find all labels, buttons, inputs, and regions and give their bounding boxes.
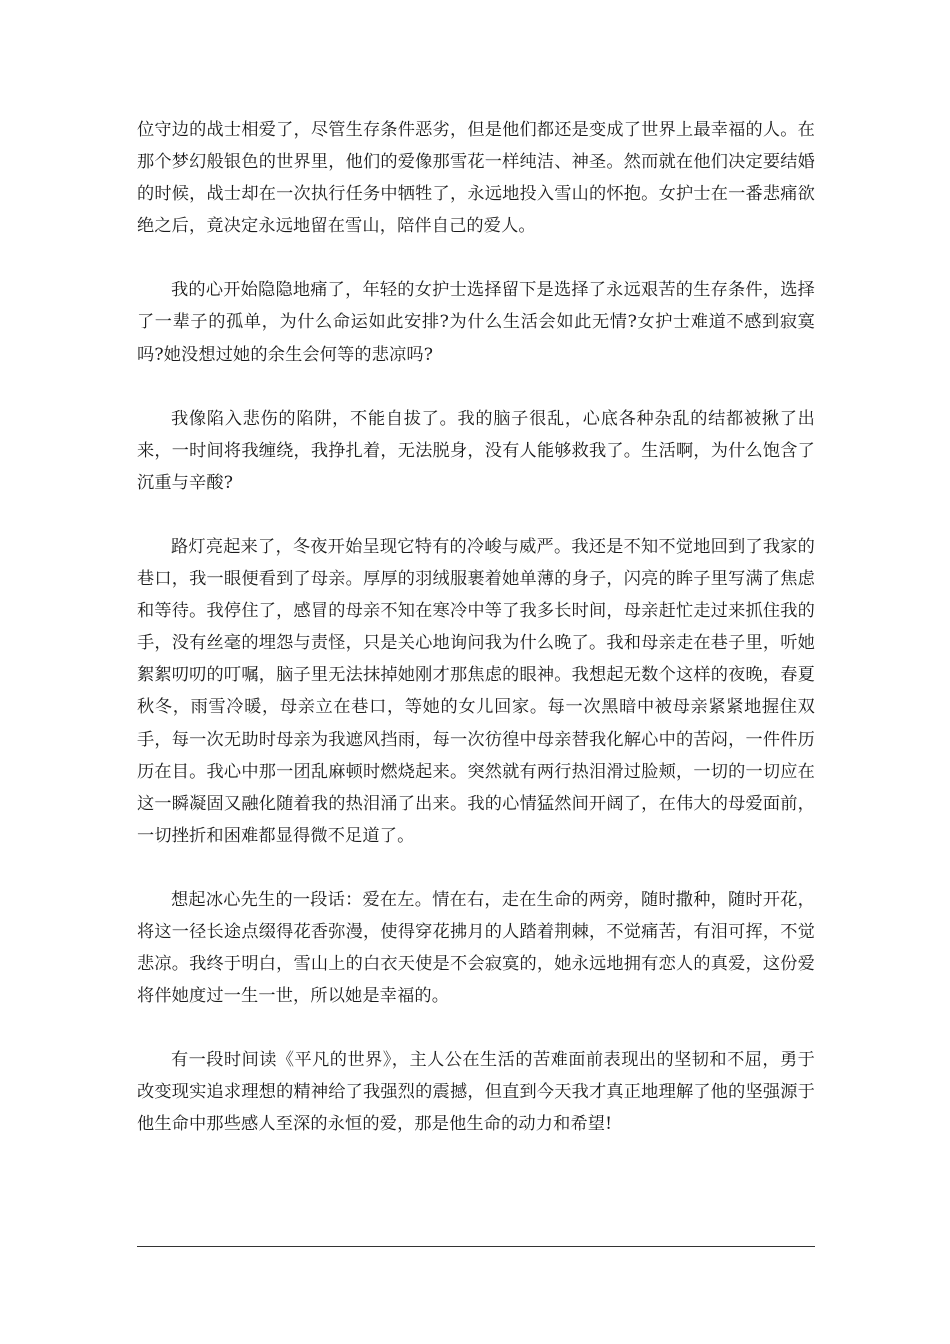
paragraph-heartache: 我的心开始隐隐地痛了，年轻的女护士选择留下是选择了永远艰苦的生存条件，选择了一辈子的孤单，为什么命运如此安排?为什么生活会如此无情?女护士难道不感到寂寞吗?她没想过她的余生会何等的悲凉吗?	[137, 280, 815, 365]
paragraph-ordinary-world: 有一段时间读《平凡的世界》，主人公在生活的苦难面前表现出的坚韧和不屈，勇于改变现实追求理想的精神给了我强烈的震撼，但直到今天我才真正地理解了他的坚强源于他生命中那些感人至深的永恒的爱，那是他生命的动力和希望!	[137, 1050, 815, 1135]
paragraph-mother: 路灯亮起来了，冬夜开始呈现它特有的冷峻与威严。我还是不知不觉地回到了我家的巷口，我一眼便看到了母亲。厚厚的羽绒服裹着她单薄的身子，闪亮的眸子里写满了焦虑和等待。我停住了，感冒的母亲不知在寒冷中等了我多长时间，母亲赶忙走过来抓住我的手，没有丝毫的埋怨与责怪，只是关心地询问我为什么晚了。我和母亲走在巷子里，听她絮絮叨叨的叮嘱，脑子里无法抹掉她刚才那焦虑的眼神。我想起无数个这样的夜晚，春夏秋冬，雨雪冷暖，母亲立在巷口，等她的女儿回家。每一次黑暗中被母亲紧紧地握住双手，每一次无助时母亲为我遮风挡雨，每一次彷徨中母亲替我化解心中的苦闷，一件件历历在目。我心中那一团乱麻顿时燃烧起来。突然就有两行热泪滑过脸颊，一切的一切应在这一瞬凝固又融化随着我的热泪涌了出来。我的心情猛然间开阔了，在伟大的母爱面前，一切挫折和困难都显得微不足道了。	[137, 536, 815, 846]
paragraph-sadness-trap: 我像陷入悲伤的陷阱，不能自拔了。我的脑子很乱，心底各种杂乱的结都被揪了出来，一时间将我缠绕，我挣扎着，无法脱身，没有人能够救我了。生活啊，为什么饱含了沉重与辛酸?	[137, 408, 815, 493]
paragraph-bingxin-quote: 想起冰心先生的一段话：爱在左。情在右，走在生命的两旁，随时撒种，随时开花，将这一径长途点缀得花香弥漫，使得穿花拂月的人踏着荆棘，不觉痛苦，有泪可挥，不觉悲凉。我终于明白，雪山上的白衣天使是不会寂寞的，她永远地拥有恋人的真爱，这份爱将伴她度过一生一世，所以她是幸福的。	[137, 889, 815, 1007]
footer-divider	[137, 1246, 815, 1247]
paragraph-continuation: 位守边的战士相爱了，尽管生存条件恶劣，但是他们都还是变成了世界上最幸福的人。在那个梦幻般银色的世界里，他们的爱像那雪花一样纯洁、神圣。然而就在他们决定要结婚的时候，战士却在一次执行任务中牺牲了，永远地投入雪山的怀抱。女护士在一番悲痛欲绝之后，竟决定永远地留在雪山，陪伴自己的爱人。	[137, 120, 815, 237]
document-body	[137, 114, 815, 1173]
